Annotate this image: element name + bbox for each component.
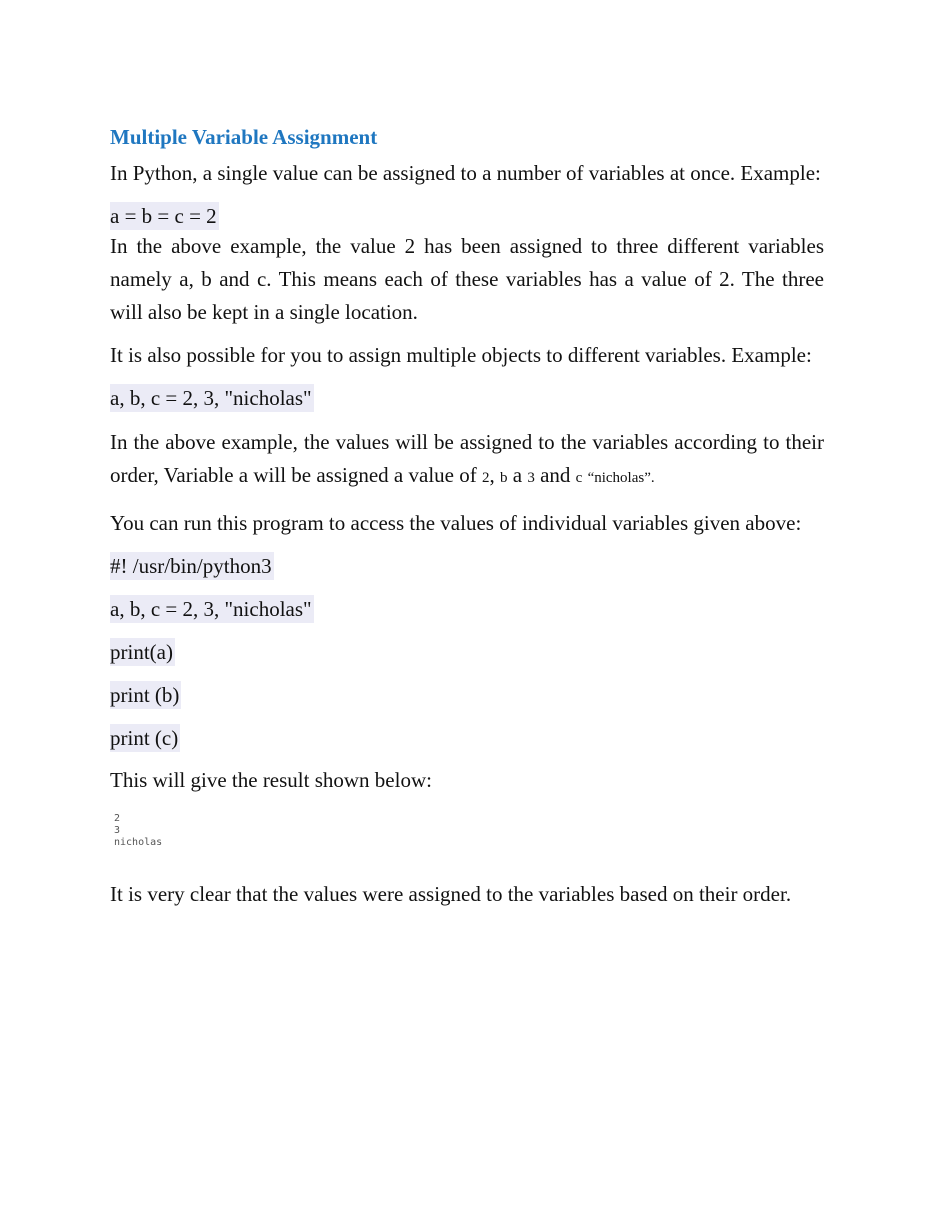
var-c: c (575, 470, 583, 486)
code-line: a, b, c = 2, 3, "nicholas" (110, 386, 312, 410)
value-nicholas: “nicholas”. (587, 470, 655, 486)
code-block-2 (110, 384, 824, 412)
order-paragraph (110, 426, 824, 495)
result-intro-paragraph: This will give the result shown below: (110, 768, 432, 792)
order-text: In the above example, the values will be assigned to the variables according to their order, Variable a will be assigned a value of (110, 430, 824, 487)
program-line-3: print(a) (110, 640, 173, 664)
document-content (110, 123, 824, 911)
conclusion-paragraph: It is very clear that the values were assigned to the variables based on their order. (110, 882, 792, 906)
value-2: 2 (481, 470, 490, 486)
word-a: a (512, 463, 523, 487)
program-line-1: #! /usr/bin/python3 (110, 554, 272, 578)
output-line: 2 (114, 813, 121, 824)
var-b: b (499, 470, 508, 486)
code-block-1 (110, 202, 824, 230)
run-program-paragraph: You can run this program to access the values of individual variables given above: (110, 511, 802, 535)
comma: , (489, 463, 495, 487)
program-line-2: a, b, c = 2, 3, "nicholas" (110, 597, 312, 621)
program-line-4: print (b) (110, 683, 180, 707)
multiple-objects-paragraph: It is also possible for you to assign multiple objects to different variables. Example: (110, 343, 812, 367)
section-heading: Multiple Variable Assignment (110, 125, 378, 149)
program-output (114, 813, 824, 849)
explanation-paragraph: In the above example, the value 2 has been assigned to three different variables namely a, b and c. This means each of these variables has a value of 2. The three will also be kept in a single location. (110, 234, 824, 324)
output-line: nicholas (114, 837, 163, 848)
word-and: and (540, 463, 571, 487)
value-3: 3 (527, 470, 535, 486)
intro-paragraph: In Python, a single value can be assigned to a number of variables at once. Example: (110, 161, 821, 185)
output-line: 3 (114, 825, 121, 836)
program-code (110, 552, 824, 752)
code-line: a = b = c = 2 (110, 204, 217, 228)
program-line-5: print (c) (110, 726, 179, 750)
